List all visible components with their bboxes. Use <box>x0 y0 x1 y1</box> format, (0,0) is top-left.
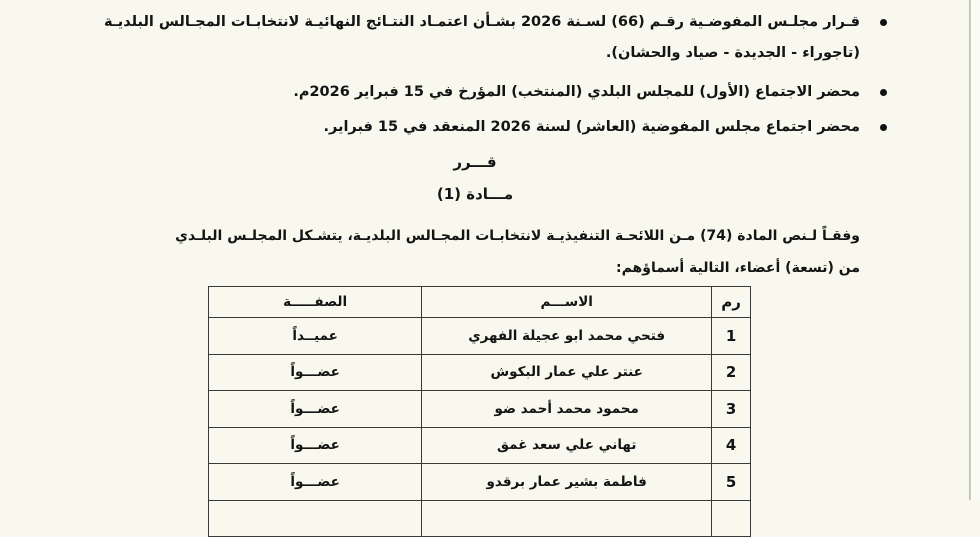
reference-item-3: محضر اجتماع مجلس المفوضية (العاشر) لسنة 2026 المنعقد في 15 فبراير. <box>323 119 860 135</box>
members-table <box>208 286 751 537</box>
member-name: محمود محمد أحمد ضو <box>422 391 712 428</box>
table-row <box>209 391 751 428</box>
article-text-line-2: من (تسعة) أعضاء، التالية أسماؤهم: <box>615 260 860 276</box>
member-title: عضـــواً <box>209 354 422 391</box>
member-number: 2 <box>712 354 751 391</box>
reference-item-1-continuation: (تاجوراء - الجديدة - صياد والحشان). <box>605 45 860 61</box>
decision-heading: قـــرر <box>453 153 497 171</box>
reference-item-1: قـرار مجلـس المفوضـية رقـم (66) لسـنة 2026 بشـأن اعتمـاد النتـائج النهائيـة لانتخابـات المجـالس البلديـة <box>104 14 860 30</box>
member-name: فتحي محمد ابو عجيلة الفهري <box>422 318 712 355</box>
bullet-icon <box>880 124 887 131</box>
member-number: 3 <box>712 391 751 428</box>
member-number: 5 <box>712 464 751 501</box>
article-heading: مـــادة (1) <box>436 185 514 203</box>
member-number <box>712 500 751 537</box>
article-text-line-1: وفقـاً لـنص المادة (74) مـن اللائحـة التنفيذيـة لانتخابـات المجـالس البلديـة، يتشـكل المجلـس البلـدي <box>175 228 860 244</box>
member-title <box>209 500 422 537</box>
column-header-name: الاســـم <box>422 287 712 318</box>
member-title: عضـــواً <box>209 391 422 428</box>
member-name: عنتر علي عمار البكوش <box>422 354 712 391</box>
member-number: 4 <box>712 427 751 464</box>
member-title: عضـــواً <box>209 464 422 501</box>
member-name <box>422 500 712 537</box>
bullet-icon <box>880 19 887 26</box>
column-header-title: الصفـــــة <box>209 287 422 318</box>
member-number: 1 <box>712 318 751 355</box>
member-name: تهاني علي سعد غمق <box>422 427 712 464</box>
member-title: عضـــواً <box>209 427 422 464</box>
member-title: عميــداً <box>209 318 422 355</box>
member-name: فاطمة بشير عمار برقدو <box>422 464 712 501</box>
table-row <box>209 500 751 537</box>
bullet-icon <box>880 89 887 96</box>
table-row <box>209 464 751 501</box>
column-header-number: رم <box>712 287 751 318</box>
table-header-row <box>209 287 751 318</box>
page-margin <box>971 0 980 500</box>
table-row <box>209 354 751 391</box>
table-row <box>209 427 751 464</box>
reference-item-2: محضر الاجتماع (الأول) للمجلس البلدي (المنتخب) المؤرخ في 15 فبراير 2026م. <box>293 84 860 100</box>
table-row <box>209 318 751 355</box>
